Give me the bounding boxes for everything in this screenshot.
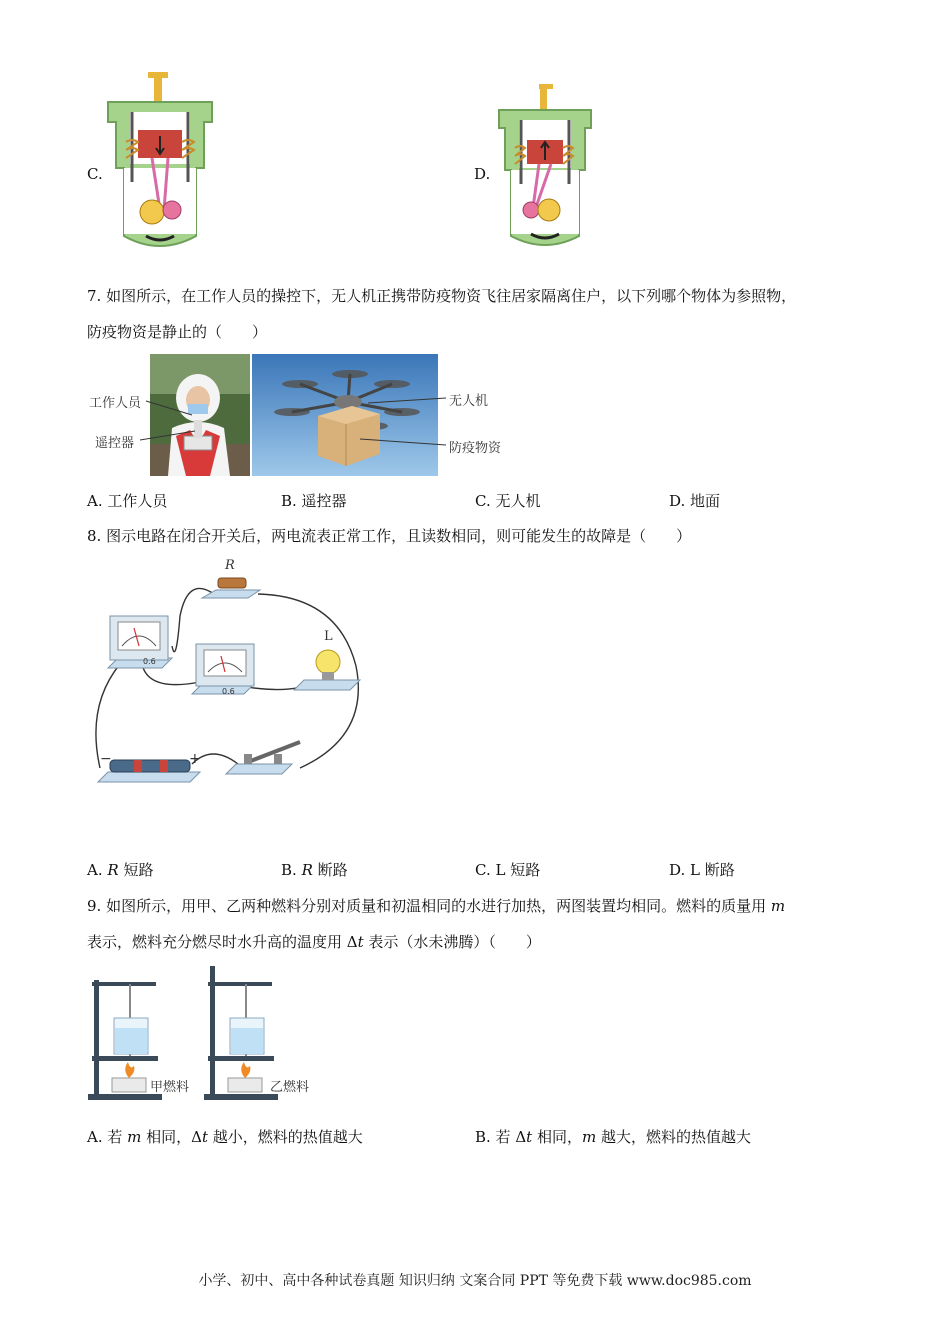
ammeter-1-range: 0.6 — [143, 657, 156, 666]
option-c-label: C. — [87, 165, 103, 183]
engine-diagram-d — [495, 84, 595, 248]
worker-label: 工作人员 — [89, 396, 142, 411]
lamp-label: L — [324, 629, 333, 644]
battery-minus-label: − — [100, 751, 112, 767]
battery-plus-label: + — [189, 751, 201, 767]
q8-stem: 8. 图示电路在闭合开关后，两电流表正常工作，且读数相同，则可能发生的故障是（ ） — [87, 527, 692, 545]
resistor — [202, 578, 260, 598]
q8-option-c: C. L 短路 — [475, 861, 541, 879]
switch — [226, 742, 300, 774]
page-footer: 小学、初中、高中各种试卷真题 知识归纳 文案合同 PPT 等免费下载 www.doc985.com — [198, 1273, 752, 1289]
engine-diagram-c — [100, 72, 220, 248]
option-d-label: D. — [474, 165, 491, 183]
fuel-a-label: 甲燃料 — [150, 1080, 190, 1095]
q7-option-b: B. 遥控器 — [281, 492, 347, 510]
drone-label: 无人机 — [449, 394, 489, 409]
ammeter-1 — [108, 616, 172, 668]
q9-stem-line2: 表示，燃料充分燃尽时水升高的温度用 Δt 表示（水未沸腾）（ ） — [87, 933, 541, 951]
fuel-b-label: 乙燃料 — [270, 1080, 310, 1095]
circuit-diagram — [88, 556, 368, 788]
q8-option-a: A. R 短路 — [87, 861, 154, 879]
q7-option-c: C. 无人机 — [475, 492, 541, 510]
q8-option-d: D. L 断路 — [669, 861, 735, 879]
q7-option-d: D. 地面 — [669, 492, 721, 510]
q7-stem-line2: 防疫物资是静止的（ ） — [87, 323, 268, 341]
q9-option-b: B. 若 Δt 相同，m 越大，燃料的热值越大 — [475, 1128, 751, 1146]
resistor-label: R — [225, 558, 235, 573]
q7-option-a: A. 工作人员 — [87, 492, 168, 510]
q9-option-a: A. 若 m 相同，Δt 越小，燃料的热值越大 — [87, 1128, 363, 1146]
battery — [98, 760, 200, 782]
ammeter-2-range: 0.6 — [222, 687, 235, 696]
lamp — [294, 650, 360, 690]
q7-stem-line1: 7. 如图所示，在工作人员的操控下，无人机正携带防疫物资飞往居家隔离住户，以下列哪个物体为参照物， — [87, 287, 797, 305]
q9-stem-line1: 9. 如图所示，用甲、乙两种燃料分别对质量和初温相同的水进行加热，两图装置均相同。燃料的质量用 m — [87, 897, 786, 915]
supplies-label: 防疫物资 — [449, 441, 502, 456]
photo-leader-lines — [140, 395, 460, 455]
q8-option-b: B. R 断路 — [281, 861, 348, 879]
remote-label: 遥控器 — [95, 436, 135, 451]
